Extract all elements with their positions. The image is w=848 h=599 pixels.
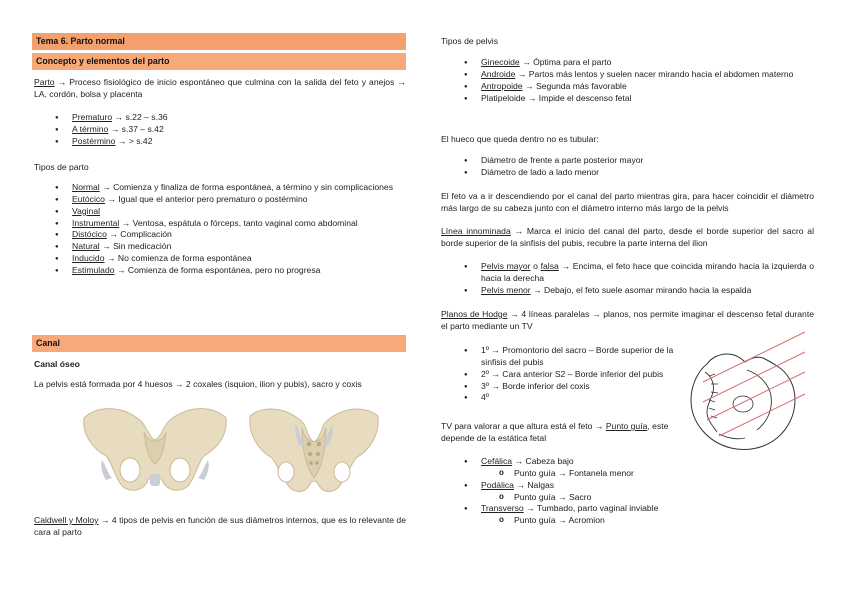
sub-list-item: o Punto guía → Acromion [441, 515, 814, 527]
list-item: ● 4º [441, 392, 685, 404]
parto-definition: Parto → Proceso fisiológico de inicio espontáneo que culmina con la salida del feto y anejos → LA, cordón, bolsa y placenta [34, 77, 406, 99]
list-item: ● 1º → Promontorio del sacro – Borde superior de la sinfisis del pubis [441, 345, 685, 369]
list-item: ● Normal → Comienza y finaliza de forma espontánea, a término y sin complicaciones [32, 182, 406, 194]
tipos-list [32, 182, 406, 277]
list-item: ● 2º → Cara anterior S2 – Borde inferior del pubis [441, 369, 685, 381]
pelvis-back-illustration [246, 404, 382, 498]
canal-oseo-heading: Canal óseo [34, 359, 80, 369]
list-item: ● Vaginal [32, 206, 406, 218]
tipos-pelvis-heading: Tipos de pelvis [441, 36, 499, 46]
hodge-plane-4 [719, 394, 805, 436]
list-item: ● Ginecoide → Óptima para el parto [441, 57, 814, 69]
list-item: ● Podálica → Nalgas [441, 480, 814, 492]
list-item: ● Platipeloide → Impide el descenso fetal [441, 93, 814, 105]
list-item: ● Transverso → Tumbado, parto vaginal inviable [441, 503, 814, 515]
sub-list-item: o Punto guía → Fontanela menor [441, 468, 814, 480]
list-item: ● Cefálica → Cabeza bajo [441, 456, 814, 468]
caldwell-text: Caldwell y Moloy → 4 tipos de pelvis en función de sus diámetros internos, que es lo relevante de cara al parto [34, 515, 406, 537]
sub-list-item: o Punto guía → Sacro [441, 492, 814, 504]
list-item: ● Instrumental → Ventosa, espátula o fórceps, tanto vaginal como abdominal [32, 218, 406, 230]
hueco-text: El hueco que queda dentro no es tubular: [441, 134, 599, 144]
pelvis-types-list [441, 57, 814, 104]
obturator-left [120, 458, 140, 482]
hodge-plane-2 [703, 352, 805, 402]
concepto-bar: Concepto y elementos del parto [32, 53, 406, 70]
pubic-symphysis [150, 474, 160, 486]
list-item: ● A término → s.37 – s.42 [32, 124, 406, 136]
list-item: ● 3º → Borde inferior del coxis [441, 381, 685, 393]
list-item: ● Diámetro de lado a lado menor [441, 167, 814, 179]
list-item: ● Antropoide → Segunda más favorable [441, 81, 814, 93]
pelvis-outline [691, 358, 795, 450]
presentaciones-list [441, 456, 814, 527]
list-item: ● Diámetro de frente a parte posterior mayor [441, 155, 814, 167]
pelvis-text: La pelvis está formada por 4 huesos → 2 coxales (isquion, ilion y pubis), sacro y coxis [34, 379, 362, 389]
list-item: ● Pelvis menor → Debajo, el feto suele asomar mirando hacia la espalda [441, 285, 814, 297]
list-item: ● Pelvis mayor o falsa → Encima, el feto hace que coincida mirando hacia la izquierda o hacia la derecha [441, 261, 814, 285]
tv-text: TV para valorar a que altura está el feto → Punto guía, este depende de la estática fetal [441, 421, 669, 443]
feto-text: El feto va a ir descendiendo por el canal del parto mientras gira, para hacer coincidir el diámetro más largo de su cabeza junto con el diámetro interno más largo de la pelvis [441, 191, 814, 213]
list-item: ● Inducido → No comienza de forma espontánea [32, 253, 406, 265]
title-bar: Tema 6. Parto normal [32, 33, 406, 50]
list-item: ● Eutócico → Igual que el anterior pero prematuro o postérmino [32, 194, 406, 206]
list-item: ● Distócico → Complicación [32, 229, 406, 241]
parto-types-list [32, 112, 406, 148]
list-item: ● Prematuro → s.22 – s.36 [32, 112, 406, 124]
list-item: ● Androide → Partos más lentos y suelen nacer mirando hacia el abdomen materno [441, 69, 814, 81]
hodge-plane-1 [703, 332, 805, 382]
list-item: ● Postérmino → > s.42 [32, 136, 406, 148]
planos-hodge-text: Planos de Hodge → 4 líneas paralelas → planos, nos permite imaginar el descenso fetal durante el parto mediante un TV [441, 309, 815, 331]
linea-innominada-text: Línea innominada → Marca el inicio del canal del parto, desde el borde superior del sacro al borde superior de la sinfisis del pubis, recubre la parte interna del ilion [441, 226, 814, 248]
planos-list [441, 345, 685, 404]
hodge-plane-3 [707, 372, 805, 420]
canal-bar: Canal [32, 335, 406, 352]
pelvis-front-illustration [78, 404, 232, 498]
hodge-planes-illustration [685, 330, 811, 460]
hueco-list [441, 155, 814, 179]
caldwell-term: Caldwell y Moloy [34, 515, 99, 525]
list-item: ● Estimulado → Comienza de forma espontánea, pero no progresa [32, 265, 406, 277]
tipos-heading: Tipos de parto [34, 162, 89, 172]
list-item: ● Natural → Sin medicación [32, 241, 406, 253]
pelvis-mayor-menor-list [441, 261, 814, 297]
parto-term: Parto [34, 77, 55, 87]
obturator-right [170, 458, 190, 482]
